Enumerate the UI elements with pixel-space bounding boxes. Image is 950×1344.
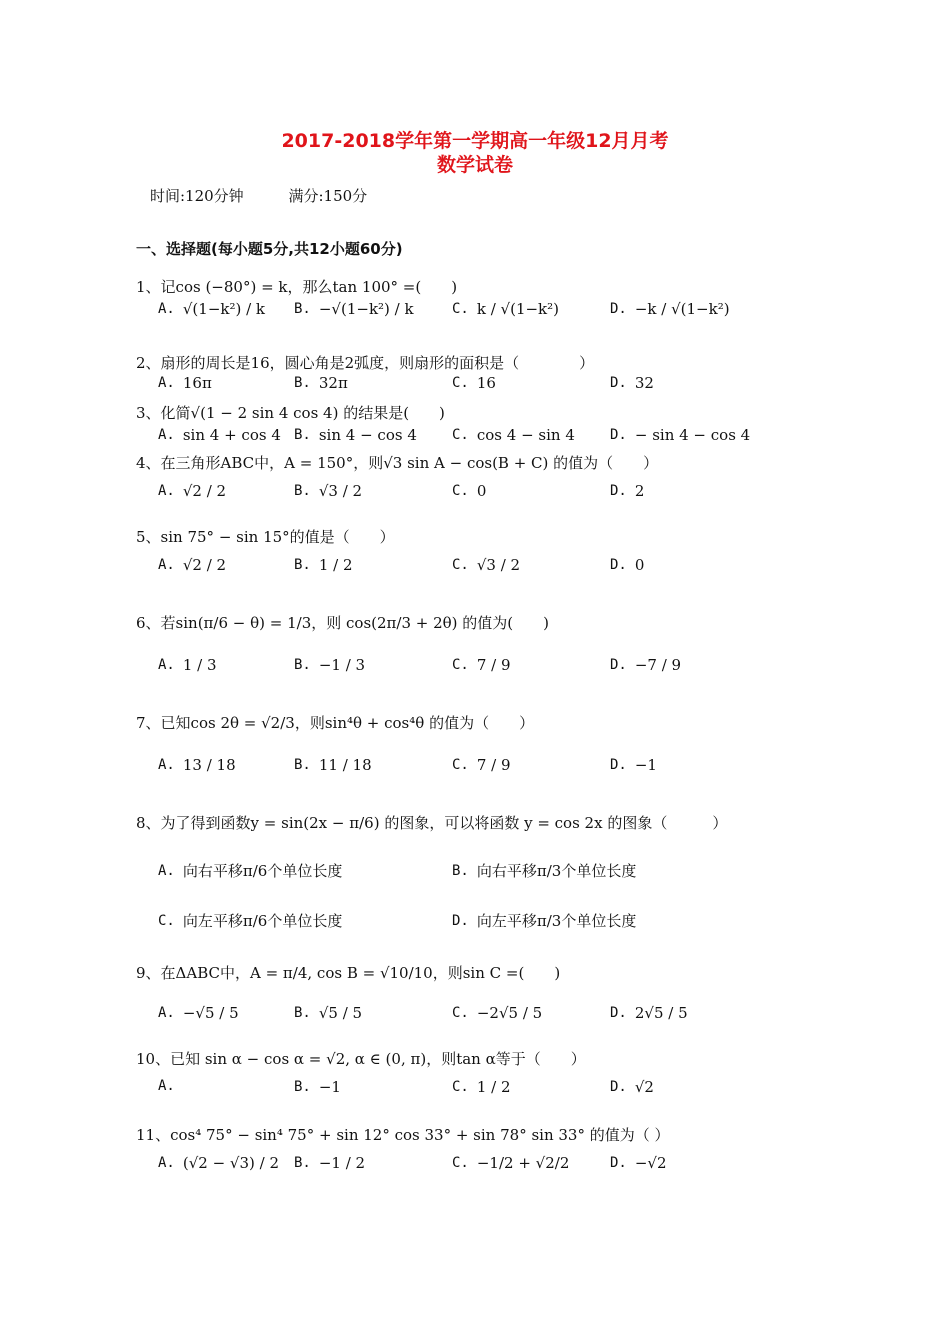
exam-title: 2017-2018学年第一学期高一年级12月月考 <box>281 130 669 152</box>
option-d: D. −k / √(1−k²) <box>610 300 730 318</box>
question-5: 5、sin 75° − sin 15°的值是（ ） <box>136 528 395 546</box>
option-b: B. sin 4 − cos 4 <box>294 426 417 444</box>
option-a: A. 13 / 18 <box>158 756 236 774</box>
option-a: A. √2 / 2 <box>158 482 227 500</box>
option-a: A. √2 / 2 <box>158 556 227 574</box>
question-8: 8、为了得到函数y = sin(2x − π/6) 的图象，可以将函数 y = cos 2x 的图象（ ） <box>136 814 728 832</box>
option-b: B. −√(1−k²) / k <box>294 300 414 318</box>
option-d: D. 2√5 / 5 <box>610 1004 688 1022</box>
option-d: D. −7 / 9 <box>610 656 682 674</box>
option-b: B. 32π <box>294 374 348 392</box>
option-b: B. −1 / 2 <box>294 1154 366 1172</box>
option-b: B. √5 / 5 <box>294 1004 363 1022</box>
section-title: 一、选择题(每小题5分,共12小题60分) <box>136 240 403 258</box>
options-q9 <box>0 1004 950 1048</box>
option-c: C. 0 <box>452 482 487 500</box>
option-a: A. √(1−k²) / k <box>158 300 266 318</box>
option-a: A. <box>158 1078 175 1094</box>
option-a: A. (√2 − √3) / 2 <box>158 1154 280 1172</box>
option-c: C. 1 / 2 <box>452 1078 511 1096</box>
option-d: D. 32 <box>610 374 654 392</box>
exam-score: 满分:150分 <box>288 187 368 205</box>
option-d: D. − sin 4 − cos 4 <box>610 426 751 444</box>
option-c: C. 7 / 9 <box>452 656 511 674</box>
options-q11 <box>0 1154 950 1198</box>
option-d: D. −1 <box>610 756 657 774</box>
question-2: 2、扇形的周长是16，圆心角是2弧度，则扇形的面积是（ ） <box>136 354 595 372</box>
option-d: D. 2 <box>610 482 645 500</box>
question-9: 9、在ΔABC中，A = π/4, cos B = √10/10，则sin C =( ) <box>136 964 561 982</box>
option-c: C. 16 <box>452 374 496 392</box>
options-q5 <box>0 556 950 600</box>
option-b: B. −1 <box>294 1078 341 1096</box>
option-a: A. sin 4 + cos 4 <box>158 426 281 444</box>
option-d: D. 0 <box>610 556 645 574</box>
exam-meta <box>150 185 407 206</box>
options-q10 <box>0 1078 950 1122</box>
option-c: C. −2√5 / 5 <box>452 1004 543 1022</box>
option-a: A. 16π <box>158 374 212 392</box>
question-10: 10、已知 sin α − cos α = √2, α ∈ (0, π)，则tan α等于（ ） <box>136 1050 586 1068</box>
option-b: B. 11 / 18 <box>294 756 372 774</box>
option-a: A. 向右平移π/6个单位长度 <box>158 862 343 880</box>
option-b: B. √3 / 2 <box>294 482 363 500</box>
option-d: D. −√2 <box>610 1154 667 1172</box>
option-d: D. √2 <box>610 1078 654 1096</box>
options-q8-row1 <box>0 852 950 896</box>
question-3: 3、化简√(1 − 2 sin 4 cos 4) 的结果是( ) <box>136 404 445 422</box>
option-a: A. 1 / 3 <box>158 656 217 674</box>
exam-time: 时间:120分钟 <box>150 187 244 205</box>
option-c: C. 向左平移π/6个单位长度 <box>158 912 343 930</box>
option-a: A. −√5 / 5 <box>158 1004 239 1022</box>
options-q8-row2 <box>0 902 950 946</box>
option-c: C. 7 / 9 <box>452 756 511 774</box>
question-1: 1、记cos (−80°) = k，那么tan 100° =( ) <box>136 278 458 296</box>
question-6: 6、若sin(π/6 − θ) = 1/3，则 cos(2π/3 + 2θ) 的值为( ) <box>136 614 549 632</box>
option-b: B. −1 / 3 <box>294 656 366 674</box>
option-c: C. −1/2 + √2/2 <box>452 1154 570 1172</box>
exam-subject: 数学试卷 <box>436 154 513 176</box>
option-c: C. k / √(1−k²) <box>452 300 560 318</box>
option-c: C. √3 / 2 <box>452 556 521 574</box>
question-4: 4、在三角形ABC中，A = 150°，则√3 sin A − cos(B + C) 的值为（ ） <box>136 454 659 472</box>
options-q4 <box>0 482 950 526</box>
options-q1 <box>0 300 950 344</box>
question-11: 11、cos⁴ 75° − sin⁴ 75° + sin 12° cos 33° + sin 78° sin 33° 的值为（ ） <box>136 1126 670 1144</box>
option-c: C. cos 4 − sin 4 <box>452 426 575 444</box>
question-7: 7、已知cos 2θ = √2/3，则sin⁴θ + cos⁴θ 的值为（ ） <box>136 714 535 732</box>
option-d: D. 向左平移π/3个单位长度 <box>452 912 637 930</box>
option-b: B. 向右平移π/3个单位长度 <box>452 862 637 880</box>
options-q6 <box>0 656 950 700</box>
options-q7 <box>0 756 950 800</box>
option-b: B. 1 / 2 <box>294 556 353 574</box>
